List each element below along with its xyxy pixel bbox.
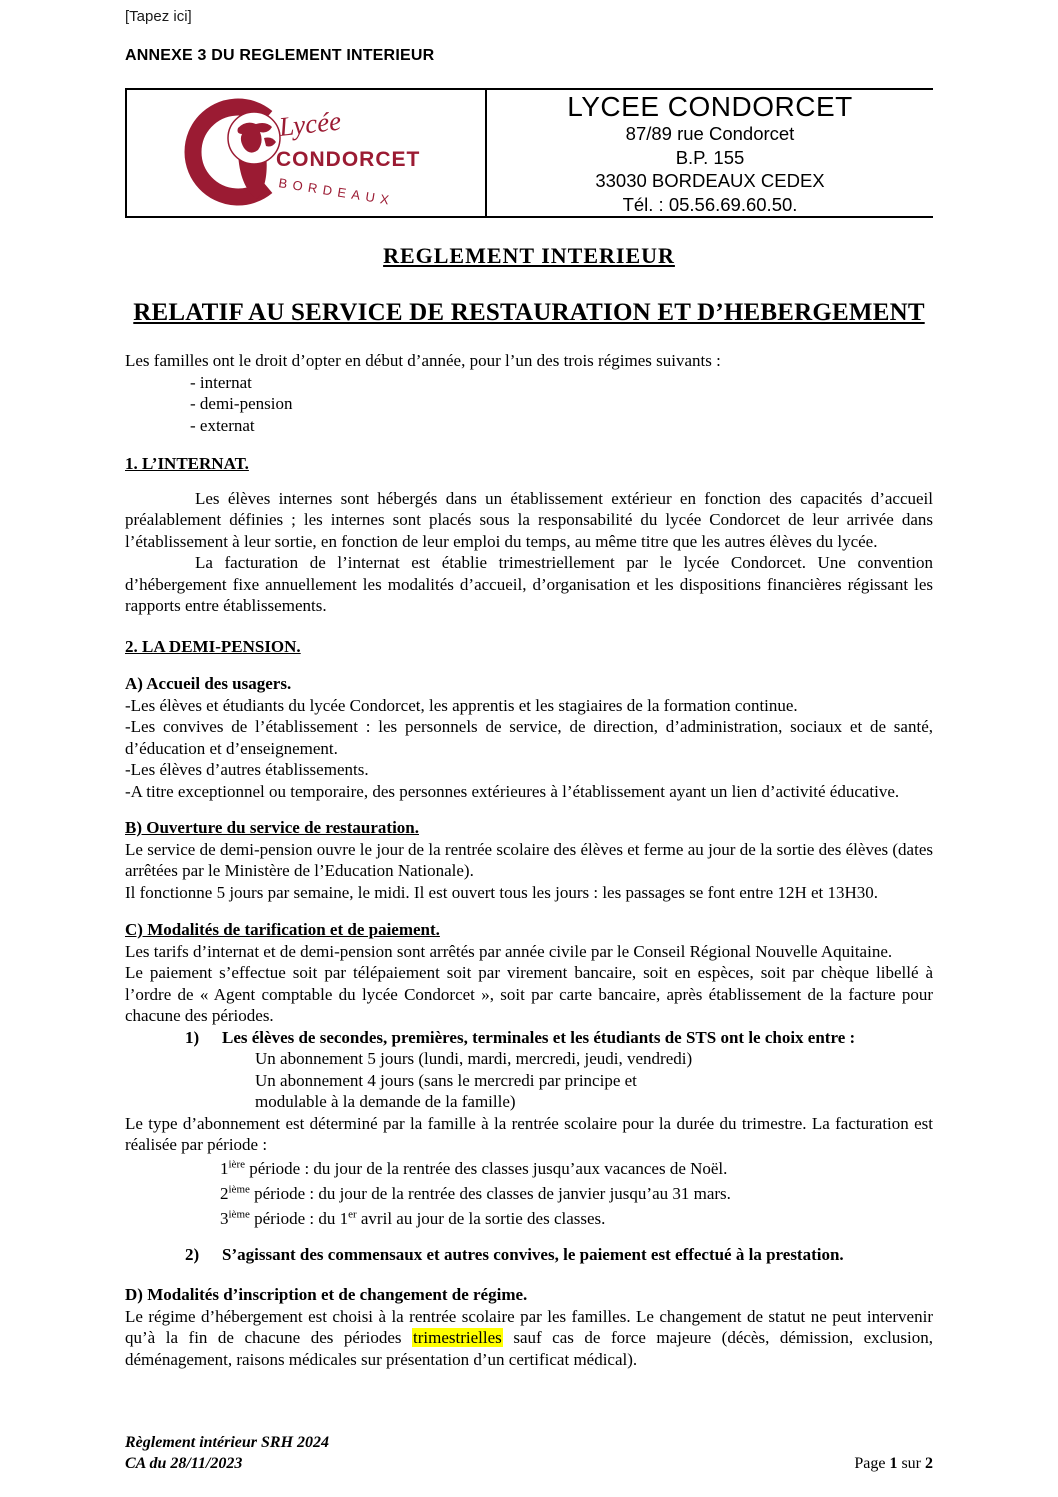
- date-number: 1: [339, 1208, 349, 1228]
- usagers-item-3: -Les élèves d’autres établissements.: [125, 760, 369, 779]
- section-2c-paragraph-3: Le type d’abonnement est déterminé par la famille à la rentrée scolaire pour la durée du trimestre. La facturation est réalisée par période :: [125, 1113, 933, 1154]
- abonnement-4-jours-suite: modulable à la demande de la famille): [255, 1092, 516, 1111]
- usagers-item-4: -A titre exceptionnel ou temporaire, des personnes extérieures à l’établissement ayant un lien d’activité éducative.: [125, 781, 900, 801]
- section-1-heading: 1. L’INTERNAT.: [125, 454, 249, 473]
- footer-document-info: [125, 1432, 329, 1474]
- section-2b-heading: B) Ouverture du service de restauration.: [125, 818, 419, 837]
- page-total: 2: [925, 1455, 933, 1472]
- paragraph-text: sauf cas de force majeure (décès, démission, exclusion, déménagement, raisons médicales sur présentation d’un certificat médical).: [125, 1328, 933, 1369]
- address-line-3: 33030 BORDEAUX CEDEX: [595, 170, 825, 191]
- section-2b-paragraph-2: Il fonctionne 5 jours par semaine, le midi. Il est ouvert tous les jours : les passages se font entre 12H et 13H30.: [125, 882, 879, 902]
- period-text: période : du: [249, 1208, 340, 1228]
- period-number: 3: [220, 1208, 229, 1228]
- page-label: Page: [854, 1455, 890, 1472]
- section-1-paragraph-1: Les élèves internes sont hébergés dans un établissement extérieur en fonction des capacités d’accueil préalablement définies ; les internes sont placés sous la responsabilité du lycée Condorcet de leur arrivée dans l’établissement à leur sortie, en fonction de leur emploi du temps, au même titre que les autres élèves du lycée.: [125, 488, 933, 551]
- intro-paragraph: Les familles ont le droit d’opter en début d’année, pour l’un des trois régimes suivants :: [125, 351, 721, 370]
- usagers-item-2: -Les convives de l’établissement : les personnels de service, de direction, d’administration, sociaux et de santé, d’éducation et d’enseignement.: [125, 717, 933, 758]
- item-number: 1): [185, 1027, 200, 1047]
- abonnement-5-jours: Un abonnement 5 jours (lundi, mardi, mercredi, jeudi, vendredi): [255, 1049, 693, 1068]
- footer-ca-date: CA du 28/11/2023: [125, 1455, 243, 1472]
- tapez-ici-placeholder[interactable]: [Tapez ici]: [125, 8, 192, 25]
- regime-item-demi-pension: - demi-pension: [190, 394, 293, 413]
- period-text: avril au jour de la sortie des classes.: [356, 1208, 606, 1228]
- footer-doc-title: Règlement intérieur SRH 2024: [125, 1434, 330, 1451]
- page-footer: [125, 1432, 933, 1474]
- section-2c-paragraph-1: Les tarifs d’internat et de demi-pension sont arrêtés par année civile par le Conseil Régional Nouvelle Aquitaine.: [125, 941, 893, 961]
- annexe-heading: ANNEXE 3 DU REGLEMENT INTERIEUR: [125, 47, 435, 64]
- highlighted-text: trimestrielles: [413, 1328, 502, 1347]
- section-2b-paragraph-1: Le service de demi-pension ouvre le jour de la rentrée scolaire des élèves et ferme au jour de la sortie des élèves (dates arrêtées par le Ministère de l’Education Nationale).: [125, 839, 933, 880]
- date-ordinal: er: [348, 1207, 357, 1220]
- address-line-1: 87/89 rue Condorcet: [625, 123, 795, 144]
- section-2c-heading: C) Modalités de tarification et de paiement.: [125, 920, 440, 939]
- page-number: [854, 1453, 933, 1474]
- period-line-1: [125, 1156, 933, 1181]
- item-text: Les élèves de secondes, premières, terminales et les étudiants de STS ont le choix entre :: [222, 1027, 856, 1047]
- section-2-heading: 2. LA DEMI-PENSION.: [125, 636, 301, 656]
- document-body: [125, 236, 933, 1370]
- subtitle: RELATIF AU SERVICE DE RESTAURATION ET D’HEBERGEMENT: [133, 299, 925, 326]
- school-name: LYCEE CONDORCET: [567, 91, 853, 122]
- logo-lycee-text: Lycée: [277, 105, 343, 142]
- period-number: 2: [220, 1183, 229, 1203]
- period-ordinal: ième: [228, 1182, 250, 1195]
- usagers-item-1: -Les élèves et étudiants du lycée Condorcet, les apprentis et les stagiaires de la formation continue.: [125, 695, 798, 715]
- school-logo-icon: [176, 94, 436, 212]
- period-line-2: [125, 1181, 933, 1206]
- logo-condorcet-text: CONDORCET: [276, 148, 421, 171]
- school-address-block: [487, 90, 933, 216]
- address-line-2: B.P. 155: [675, 146, 745, 168]
- phone-number: Tél. : 05.56.69.60.50.: [622, 193, 798, 215]
- period-text: période : du jour de la rentrée des classes de janvier jusqu’au 31 mars.: [249, 1183, 731, 1203]
- logo-bordeaux-text: BORDEAUX: [277, 175, 396, 209]
- regime-list: [125, 372, 933, 437]
- page-separator: sur: [897, 1455, 925, 1472]
- period-line-3: [125, 1206, 933, 1231]
- period-ordinal: ière: [228, 1157, 245, 1170]
- section-2d-paragraph: [125, 1306, 933, 1371]
- period-ordinal: ième: [228, 1207, 250, 1220]
- item-number: 2): [185, 1244, 200, 1264]
- section-1-paragraph-2: La facturation de l’internat est établie trimestriellement par le lycée Condorcet. Une convention d’hébergement fixe annuellement les modalités d’accueil, d’organisation et les dispositions financières régissant les rapports entre établissements.: [125, 553, 933, 615]
- section-2a-heading: A) Accueil des usagers.: [125, 674, 292, 693]
- header-table: [125, 88, 933, 218]
- logo-cell: [127, 90, 487, 216]
- section-2d-heading: D) Modalités d’inscription et de changement de régime.: [125, 1285, 528, 1304]
- numbered-item-2: [125, 1244, 933, 1266]
- paragraph-text: Le régime d’hébergement est choisi à la rentrée scolaire par les familles. Le changement de statut ne peut intervenir qu’à la fin de chacune des périodes: [125, 1306, 933, 1347]
- period-number: 1: [220, 1158, 229, 1178]
- regime-item-internat: - internat: [190, 372, 252, 392]
- regime-item-externat: - externat: [190, 415, 255, 435]
- section-2c-paragraph-2: Le paiement s’effectue soit par télépaiement soit par virement bancaire, soit en espèces, soit par chèque libellé à l’ordre de « Agent comptable du lycée Condorcet », soit par carte bancaire, après établissement de la facture pour chacune des périodes.: [125, 963, 933, 1025]
- numbered-item-1: [125, 1027, 933, 1049]
- abonnement-4-jours: Un abonnement 4 jours (sans le mercredi par principe et: [255, 1070, 637, 1090]
- item-text: S’agissant des commensaux et autres convives, le paiement est effectué à la prestation.: [222, 1244, 844, 1264]
- main-title: REGLEMENT INTERIEUR: [383, 243, 675, 268]
- period-text: période : du jour de la rentrée des classes jusqu’aux vacances de Noël.: [244, 1158, 728, 1178]
- page-current: 1: [889, 1455, 898, 1472]
